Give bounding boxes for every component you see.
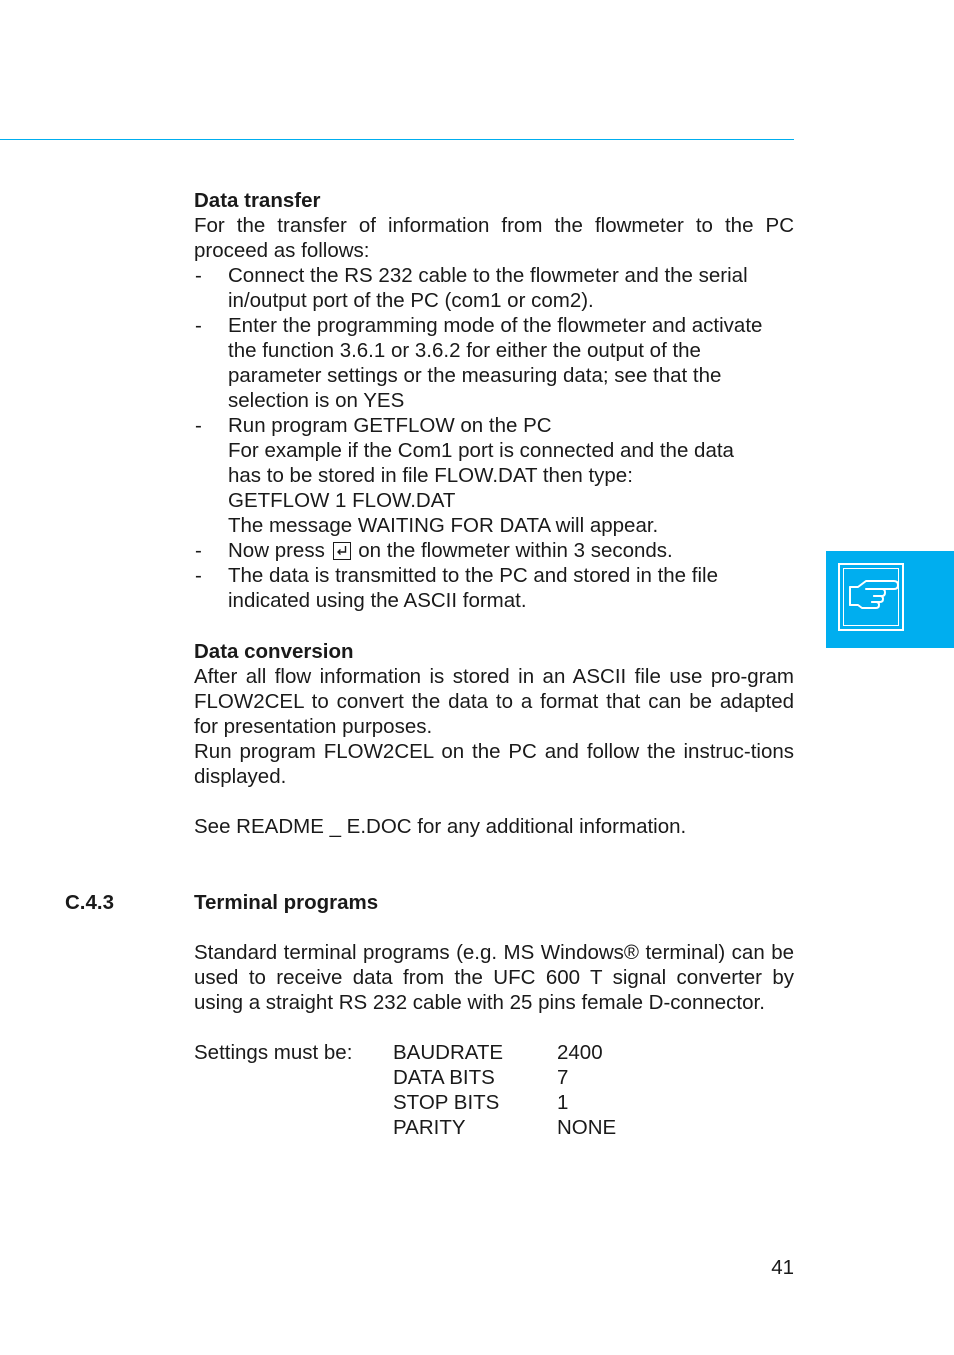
setting-key: PARITY xyxy=(393,1116,466,1139)
list-dash: - xyxy=(195,264,202,287)
step-text: For example if the Com1 port is connected and the data xyxy=(228,439,734,462)
data-transfer-section xyxy=(194,188,794,613)
section-side-tab xyxy=(826,551,954,648)
list-dash: - xyxy=(195,414,202,437)
list-item xyxy=(194,563,794,613)
list-dash: - xyxy=(195,314,202,337)
setting-key: BAUDRATE xyxy=(393,1041,504,1064)
setting-key: STOP BITS xyxy=(393,1091,500,1114)
step-text: in/output port of the PC (com1 or com2). xyxy=(228,289,594,312)
step-text: Run program GETFLOW on the PC xyxy=(228,414,552,437)
terminal-programs-body xyxy=(194,940,794,1015)
list-item xyxy=(194,413,794,538)
step-text: Now press xyxy=(228,539,325,562)
page-number: 41 xyxy=(771,1256,794,1279)
data-transfer-heading: Data transfer xyxy=(194,189,321,212)
data-conversion-section xyxy=(194,639,794,839)
setting-key: DATA BITS xyxy=(393,1066,495,1089)
data-transfer-intro: For the transfer of information from the flowmeter to the PC proceed as follows: xyxy=(194,214,794,262)
readme-note: See README _ E.DOC for any additional information. xyxy=(194,815,687,838)
setting-value: 1 xyxy=(557,1091,569,1114)
step-text: Connect the RS 232 cable to the flowmeter and the serial xyxy=(228,264,748,287)
section-title: Terminal programs xyxy=(194,891,379,914)
list-item xyxy=(194,263,794,313)
settings-label: Settings must be: xyxy=(194,1041,353,1064)
setting-value: 2400 xyxy=(557,1041,603,1064)
terminal-programs-para: Standard terminal programs (e.g. MS Windows® terminal) can be used to receive data from the UFC 600 T signal converter by using a straight RS 232 cable with 25 pins female D-connector. xyxy=(194,941,794,1014)
step-text: Enter the programming mode of the flowmeter and activate the function 3.6.1 or 3.6.2 for either the output of the parameter settings or the measuring data; see that the selection is on YES xyxy=(228,314,763,412)
data-conversion-para2: Run program FLOW2CEL on the PC and follow the instruc-tions displayed. xyxy=(194,740,794,788)
data-conversion-heading: Data conversion xyxy=(194,640,354,663)
pointing-hand-icon xyxy=(836,567,906,629)
list-dash: - xyxy=(195,539,202,562)
list-item xyxy=(194,538,794,563)
step-text: The data is transmitted to the PC and stored in the file indicated using the ASCII format. xyxy=(228,564,718,612)
command-text: GETFLOW 1 FLOW.DAT xyxy=(228,489,456,512)
setting-value: 7 xyxy=(557,1066,569,1089)
section-number: C.4.3 xyxy=(65,891,114,914)
enter-key-icon xyxy=(333,542,351,560)
step-text: has to be stored in file FLOW.DAT then type: xyxy=(228,464,633,487)
data-conversion-para1: After all flow information is stored in an ASCII file use pro-gram FLOW2CEL to convert the data to a format that can be adapted for presentation purposes. xyxy=(194,665,794,738)
setting-value: NONE xyxy=(557,1116,617,1139)
header-rule xyxy=(0,139,794,140)
step-text: The message WAITING FOR DATA will appear. xyxy=(228,514,659,537)
list-dash: - xyxy=(195,564,202,587)
list-item xyxy=(194,313,794,413)
data-transfer-steps xyxy=(194,263,794,613)
step-text: on the flowmeter within 3 seconds. xyxy=(358,539,673,562)
